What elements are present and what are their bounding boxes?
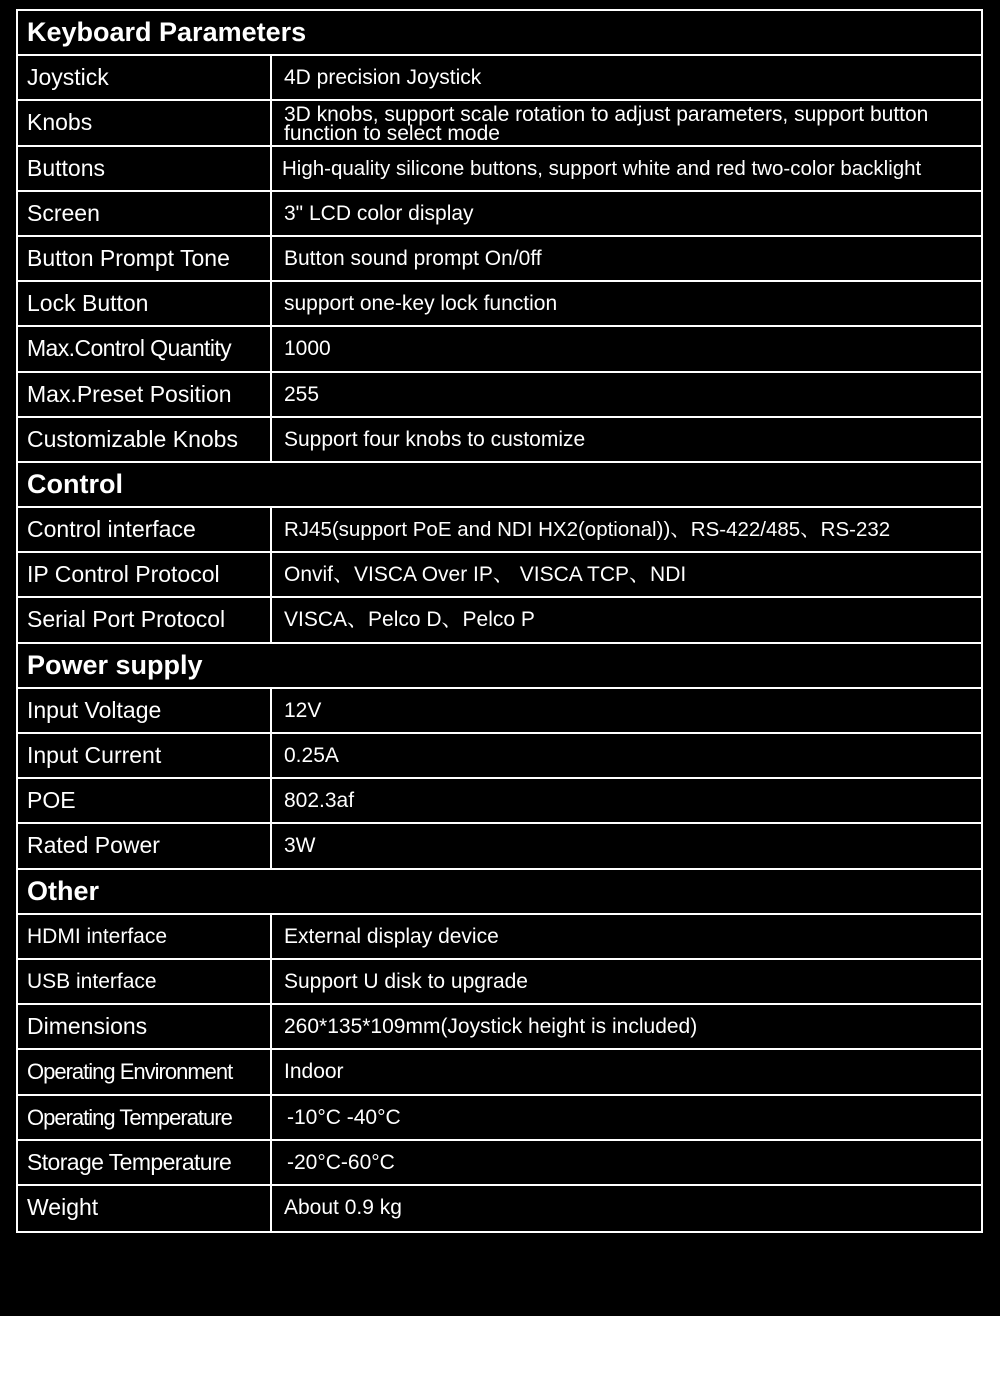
spec-label: Weight	[18, 1186, 272, 1231]
table-row	[18, 282, 981, 327]
spec-label: Button Prompt Tone	[18, 237, 272, 280]
spec-label: Knobs	[18, 101, 272, 144]
section-header-other	[18, 870, 981, 915]
spec-label: Screen	[18, 192, 272, 235]
spec-label: IP Control Protocol	[18, 553, 272, 596]
table-row	[18, 689, 981, 734]
table-row	[18, 192, 981, 237]
spec-value: 0.25A	[284, 744, 339, 767]
table-row	[18, 1141, 981, 1186]
section-title: Power supply	[27, 649, 203, 680]
table-row	[18, 734, 981, 779]
spec-label: Max.Control Quantity	[18, 327, 272, 370]
table-row	[18, 915, 981, 960]
spec-label: Input Current	[18, 734, 272, 777]
spec-value: Button sound prompt On/0ff	[284, 246, 542, 270]
section-header-keyboard	[18, 11, 981, 56]
table-row	[18, 1005, 981, 1050]
spec-value: 3D knobs, support scale rotation to adjust parameters, support button function to select mode	[284, 103, 929, 145]
spec-value: Support four knobs to customize	[284, 427, 586, 451]
spec-label: Input Voltage	[18, 689, 272, 732]
table-row	[18, 418, 981, 463]
spec-value: 802.3af	[284, 789, 355, 813]
spec-label: Joystick	[18, 56, 272, 99]
spec-value: 12V	[284, 698, 322, 722]
section-header-power	[18, 644, 981, 689]
section-header-control	[18, 463, 981, 508]
spec-value: Support U disk to upgrade	[284, 969, 528, 993]
spec-value: -20°C-60°C	[287, 1150, 395, 1174]
spec-label: Dimensions	[18, 1005, 272, 1048]
spec-value: support one-key lock function	[284, 292, 558, 316]
table-row	[18, 508, 981, 553]
table-row	[18, 147, 981, 192]
table-row	[18, 598, 981, 643]
spec-label: USB interface	[18, 960, 272, 1003]
table-row	[18, 1186, 981, 1231]
spec-value: 255	[284, 382, 320, 406]
spec-label: Max.Preset Position	[18, 373, 272, 416]
spec-value: Indoor	[284, 1060, 344, 1084]
spec-value: About 0.9 kg	[284, 1195, 402, 1219]
spec-label: POE	[18, 779, 272, 822]
table-row	[18, 824, 981, 869]
spec-label: Serial Port Protocol	[18, 598, 272, 641]
table-row	[18, 1050, 981, 1095]
spec-value: High-quality silicone buttons, support white and red two-color backlight	[282, 156, 922, 180]
spec-label: Customizable Knobs	[18, 418, 272, 461]
spec-label: Control interface	[18, 508, 272, 551]
spec-label: Rated Power	[18, 824, 272, 867]
spec-value: 3" LCD color display	[284, 201, 474, 225]
spec-value: 260*135*109mm(Joystick height is included)	[284, 1015, 698, 1039]
section-title: Keyboard Parameters	[27, 17, 307, 47]
table-row	[18, 373, 981, 418]
spec-label: Operating Temperature	[18, 1096, 272, 1139]
section-title: Other	[27, 875, 100, 906]
spec-value: Onvif、VISCA Over IP、 VISCA TCP、NDI	[284, 563, 687, 587]
spec-label: Storage Temperature	[18, 1141, 272, 1184]
spec-value: VISCA、Pelco D、Pelco P	[284, 608, 535, 632]
spec-value: -10°C -40°C	[287, 1105, 401, 1129]
table-row	[18, 1096, 981, 1141]
spec-label: HDMI interface	[18, 915, 272, 958]
spec-label: Operating Environment	[18, 1050, 272, 1093]
spec-value: 3W	[284, 834, 316, 858]
table-row	[18, 553, 981, 598]
spec-value: RJ45(support PoE and NDI HX2(optional))、RS-422/485、RS-232	[284, 518, 891, 542]
spec-value: External display device	[284, 924, 499, 948]
spec-value: 1000	[284, 337, 331, 361]
section-title: Control	[27, 468, 123, 499]
spec-value: 4D precision Joystick	[284, 66, 482, 90]
table-row	[18, 101, 981, 146]
table-row	[18, 960, 981, 1005]
spec-table	[16, 9, 983, 1233]
table-row	[18, 56, 981, 101]
spec-label: Lock Button	[18, 282, 272, 325]
table-row	[18, 327, 981, 372]
table-row	[18, 237, 981, 282]
spec-label: Buttons	[18, 147, 272, 190]
table-row	[18, 779, 981, 824]
